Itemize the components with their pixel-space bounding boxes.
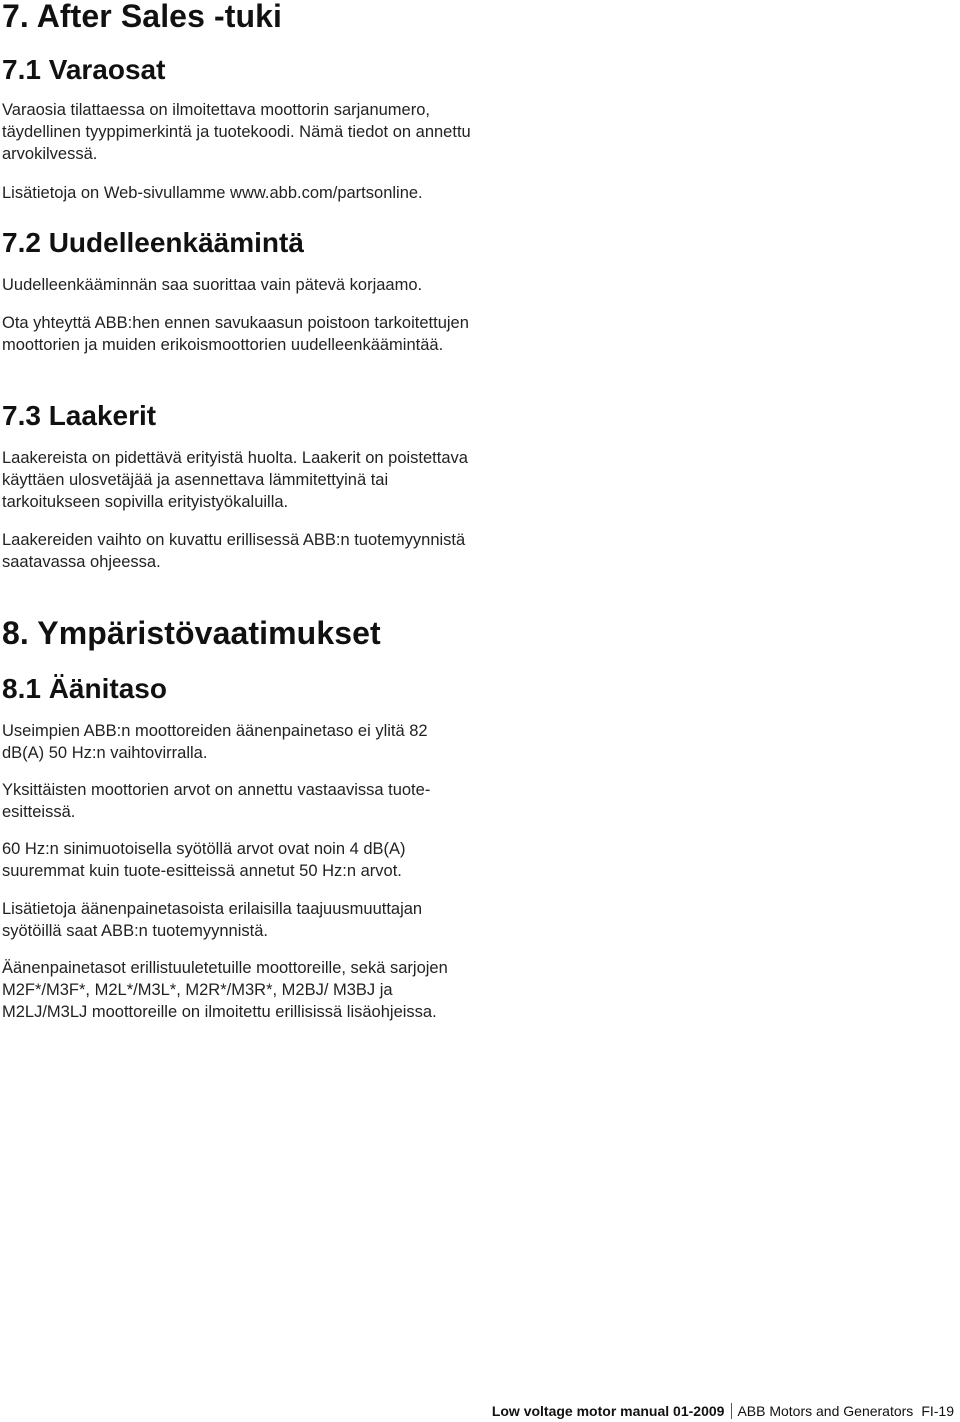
heading-7-2-rewinding: 7.2 Uudelleenkäämintä — [2, 227, 304, 258]
paragraph-spare-parts-web: Lisätietoja on Web-sivullamme www.abb.com/partsonline. — [2, 184, 423, 202]
page-footer — [492, 1402, 954, 1420]
paragraph-bearings-replacement: Laakereiden vaihto on kuvattu erillisessä ABB:n tuotemyynnistä saatavassa ohjeessa. — [2, 531, 466, 571]
paragraph-noise-individual: Yksittäisten moottorien arvot on annettu vastaavissa tuote-esitteissä. — [2, 781, 431, 821]
footer-manual-title: Low voltage motor manual 01-2009 — [491, 1403, 725, 1419]
footer-separator — [731, 1403, 732, 1419]
paragraph-noise-level-limit: Useimpien ABB:n moottoreiden äänenpainetaso ei ylitä 82 dB(A) 50 Hz:n vaihtovirralla. — [2, 722, 428, 762]
heading-7-3-bearings: 7.3 Laakerit — [2, 400, 157, 431]
paragraph-spare-parts-order: Varaosia tilattaessa on ilmoitettava moottorin sarjanumero, täydellinen tyyppimerkintä ja tuotekoodi. Nämä tiedot on annettu arvokilvessä. — [2, 101, 471, 163]
paragraph-noise-separate-cooling: Äänenpainetasot erillistuuletetuille moottoreille, sekä sarjojen M2F*/M3F*, M2L*/M3L*, M2R*/M3R*, M2BJ/ M3BJ ja M2LJ/M3LJ moottoreille on ilmoitettu erillisissä lisäohjeissa. — [2, 959, 448, 1021]
heading-7-after-sales: 7. After Sales -tuki — [2, 0, 283, 34]
footer-division: ABB Motors and Generators — [737, 1403, 914, 1419]
heading-8-1-noise-level: 8.1 Äänitaso — [2, 673, 167, 704]
paragraph-bearings-care: Laakereista on pidettävä erityistä huolta. Laakerit on poistettava käyttäen ulosvetäjää ja asennettava lämmitettyinä tai tarkoitukseen sopivilla erityistyökaluilla. — [2, 449, 468, 511]
paragraph-noise-60hz: 60 Hz:n sinimuotoisella syötöllä arvot ovat noin 4 dB(A) suuremmat kuin tuote-esitteissä annetut 50 Hz:n arvot. — [2, 840, 406, 880]
paragraph-noise-vsd: Lisätietoja äänenpainetasoista erilaisilla taajuusmuuttajan syötöillä saat ABB:n tuotemyynnistä. — [2, 900, 423, 940]
heading-8-environment: 8. Ympäristövaatimukset — [2, 615, 381, 651]
footer-page-number: FI-19 — [921, 1403, 954, 1419]
heading-7-1-spare-parts: 7.1 Varaosat — [2, 54, 166, 85]
paragraph-rewinding-contact: Ota yhteyttä ABB:hen ennen savukaasun poistoon tarkoitettujen moottorien ja muiden erikoismoottorien uudelleenkäämintää. — [2, 314, 469, 354]
paragraph-rewinding-workshop: Uudelleenkääminnän saa suorittaa vain pätevä korjaamo. — [2, 276, 423, 294]
